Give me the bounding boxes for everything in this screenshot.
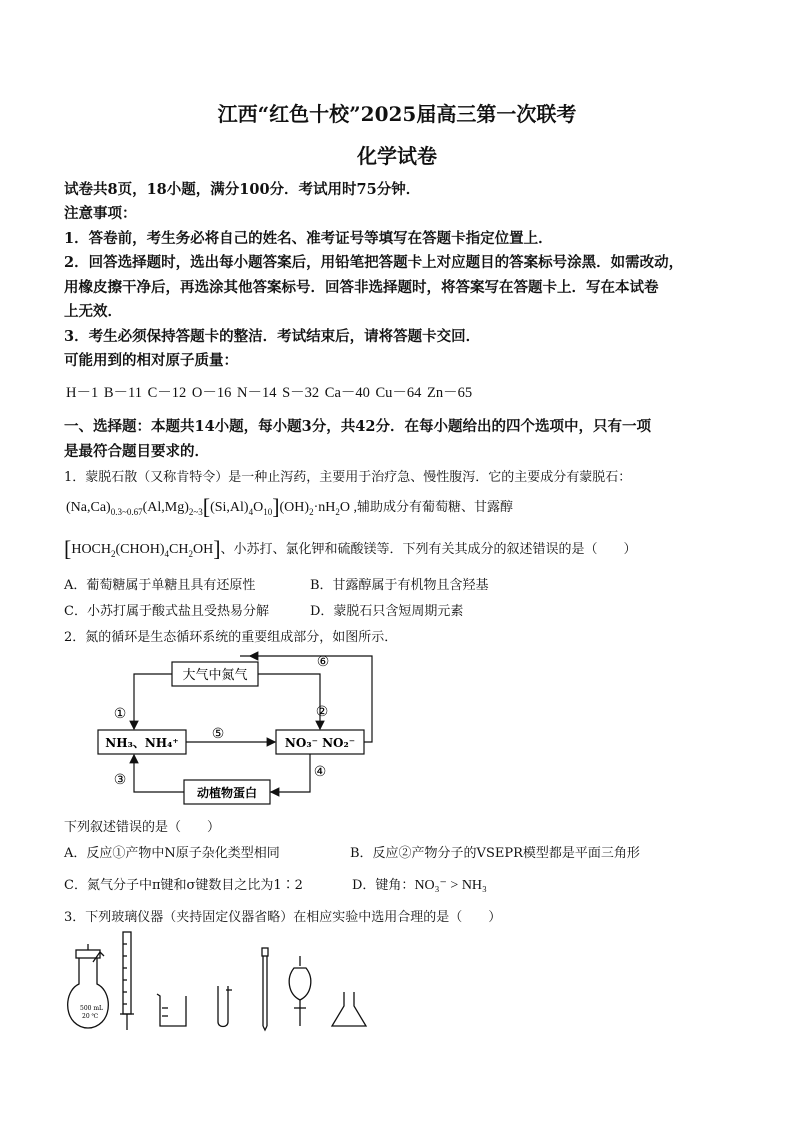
label-3: ③ [113,772,127,788]
beaker-icon [157,994,186,1026]
q2-option-d[interactable] [352,874,487,894]
q1-stem-end: 、小苏打、氯化钾和硫酸镁等．下列有关其成分的叙述错误的是（ ） [220,541,637,556]
notice-2b: 用橡皮擦干净后，再选涂其他答案标号．回答非选择题时，将答案写在答题卡上．写在本试卷 [64,279,659,296]
flask-label-temp: 20 ℃ [82,1013,99,1020]
notice-2a: 2．回答选择题时，选出每小题答案后，用铅笔把答题卡上对应题目的答案标号涂黑．如需改动， [64,254,684,271]
label-2: ② [315,704,329,720]
atomic-mass-title: 可能用到的相对原子质量： [64,352,238,369]
q1-option-b[interactable]: B．甘露醇属于有机物且含羟基 [310,578,489,593]
q2-option-a[interactable]: A．反应①产物中N原子杂化类型相同 [64,846,280,861]
exam-info: 试卷共8页，18小题，满分100分．考试用时75分钟． [64,181,421,198]
box-bottom-label: 动植物蛋白 [196,786,258,800]
separatory-funnel-icon [289,956,311,1026]
q1-stem: 1．蒙脱石散（又称肯特令）是一种止泻药，主要用于治疗急、慢性腹泻．它的主要成分有蒙脱石： [64,470,632,485]
notice-1: 1．答卷前，考生务必将自己的姓名、准考证号等填写在答题卡指定位置上． [64,230,553,247]
nitrogen-cycle-diagram [80,650,380,810]
flask-label-volume: 500 mL [80,1005,104,1012]
q1-mannitol-formula: $[HOCH_2(CHOH)_4CH_2OH]$、小苏打、氯化钾和硫酸镁等．下列有关其成分的叙述错误的是（ ） [64,536,637,561]
box-top-label: 大气中氮气 [182,668,248,683]
q3-stem: 3．下列玻璃仪器（夹持固定仪器省略）在相应实验中选用合理的是（ ） [64,910,502,925]
section-heading-b: 是最符合题目要求的． [64,443,209,460]
glassware-row [60,926,380,1036]
box-right-label: NO₃⁻ NO₂⁻ [284,736,356,750]
q1-option-c[interactable]: C．小苏打属于酸式盐且受热易分解 [64,604,269,619]
q1-option-d[interactable]: D．蒙脱石只含短周期元素 [310,604,464,619]
page-title: 江西“红色十校”2025届高三第一次联考 [217,102,577,126]
atomic-mass-list: H－1 B－11 C－12 O－16 N－14 S－32 Ca－40 Cu－64 Zn－65 [66,385,473,401]
conical-flask-icon [332,992,366,1026]
notice-title: 注意事项： [64,205,137,222]
pipette-icon [262,948,268,1030]
q2-option-d-expr: NO₃⁻ > NH₃ [414,878,487,893]
burette-icon [120,932,134,1030]
q1-formula: $(Na,Ca)_{0.3\sim 0.67}(Al,Mg)_{2\sim 3}[(Si,Al)_4O_{10}](OH)_2\cdot nH_2O$ ,辅助成分有葡萄糖、甘露醇 [66,494,513,519]
label-1: ① [113,706,127,722]
label-4: ④ [313,764,327,780]
label-6: ⑥ [316,654,330,670]
q2-option-b[interactable]: B．反应②产物分子的VSEPR模型都是平面三角形 [350,846,640,861]
q1-option-a[interactable]: A．葡萄糖属于单糖且具有还原性 [64,578,256,593]
notice-3: 3．考生必须保持答题卡的整洁．考试结束后，请将答题卡交回． [64,328,481,345]
q2-question: 下列叙述错误的是（ ） [64,820,221,835]
q1-formula-tail: 辅助成分有葡萄糖、甘露醇 [356,499,513,514]
label-5: ⑤ [211,726,225,742]
q2-option-c[interactable]: C．氮气分子中π键和σ键数目之比为1∶2 [64,878,303,893]
q2-option-d-prefix: D．键角： [352,878,415,893]
notice-2c: 上无效． [64,303,122,320]
drying-tube-icon [218,986,232,1027]
section-heading-a: 一、选择题：本题共14小题，每小题3分，共42分．在每小题给出的四个选项中，只有一项 [64,418,651,435]
box-left-label: NH₃、NH₄⁺ [105,736,179,750]
q2-stem: 2．氮的循环是生态循环系统的重要组成部分，如图所示． [64,630,398,645]
page-subtitle: 化学试卷 [357,144,437,168]
